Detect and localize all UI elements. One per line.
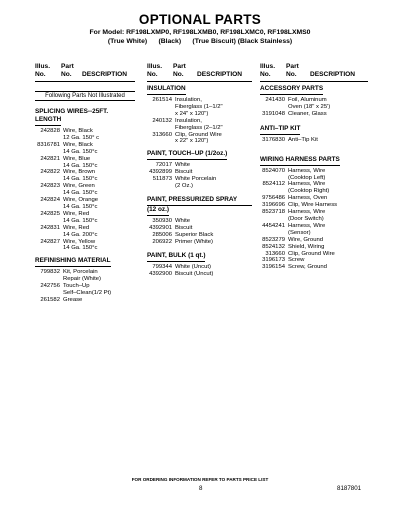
part-row <box>260 104 368 111</box>
part-description: 14 Ga. 150°c <box>63 203 98 210</box>
part-description: x 22" x 120") <box>175 138 209 145</box>
part-number: 799832 <box>40 269 60 276</box>
parts-column-3 <box>260 63 368 271</box>
part-number: 261582 <box>40 296 60 303</box>
illus-label: Illus. <box>35 63 51 70</box>
document-number: 8187801 <box>337 485 362 492</box>
part-row <box>260 181 368 188</box>
part-description: 14 Ga. 200°c <box>63 231 98 238</box>
part-description: Clip, Wire Harness <box>288 202 338 209</box>
part-description: 14 Ga. 150°c <box>63 245 98 252</box>
part-description: Clip, Ground Wire <box>288 250 335 257</box>
part-no-label: No. <box>61 71 72 78</box>
part-row <box>147 138 252 145</box>
part-description: (Sensor) <box>288 229 311 236</box>
model-variants: (True White) (Black) (True Biscuit) (Black Stainless) <box>107 38 293 45</box>
part-row <box>147 183 252 190</box>
part-description: (Door Switch) <box>288 215 324 222</box>
not-illustrated-note: Following Parts Not Illustrated <box>35 91 135 101</box>
wiring-parts-list <box>260 168 368 272</box>
part-row <box>260 168 368 175</box>
part-row <box>260 97 368 104</box>
part-row <box>147 232 252 239</box>
part-number: 242823 <box>40 183 60 190</box>
part-number <box>35 190 60 197</box>
part-number: 242825 <box>40 210 60 217</box>
illus-label: Illus. <box>147 63 163 70</box>
description-label: DESCRIPTION <box>82 71 128 78</box>
part-description: Primer (White) <box>175 238 213 245</box>
part-row <box>35 245 135 252</box>
section-title-splicing: SPLICING WIRES--25FT. <box>35 108 109 115</box>
part-number <box>35 149 60 156</box>
part-row <box>260 251 368 258</box>
column-header <box>147 63 252 81</box>
part-number <box>35 276 60 283</box>
part-description: Cleaner, Glass <box>288 110 327 117</box>
part-number: 350930 <box>152 217 172 224</box>
splicing-parts-list <box>35 128 135 252</box>
part-row <box>35 225 135 232</box>
part-row <box>260 188 368 195</box>
part-number: 9756486 <box>262 195 285 202</box>
section-title-refinishing: REFINISHING MATERIAL <box>35 257 111 267</box>
part-number: 8316781 <box>37 141 60 148</box>
part-row <box>35 156 135 163</box>
part-row <box>260 175 368 182</box>
part-row <box>260 209 368 216</box>
header-rule <box>260 81 368 82</box>
part-number <box>147 183 172 190</box>
part-description: Wire, Black <box>63 128 93 134</box>
illus-no-label: No. <box>260 71 271 78</box>
part-description: 14 Ga. 150°c <box>63 190 98 197</box>
header-rule <box>35 81 135 82</box>
part-row <box>260 264 368 271</box>
header-rule <box>147 81 252 82</box>
part-number <box>35 135 60 142</box>
part-row <box>147 162 252 169</box>
description-label: DESCRIPTION <box>197 71 243 78</box>
part-number: 206922 <box>152 238 172 245</box>
part-number: 242828 <box>40 128 60 134</box>
part-description: Wire, Orange <box>63 197 99 204</box>
part-number <box>260 216 285 223</box>
part-description: Superior Black <box>175 231 214 238</box>
part-description: 14 Ga. 150°c <box>63 148 98 155</box>
part-row <box>35 283 135 290</box>
part-row <box>35 204 135 211</box>
section-title-bulk: PAINT, BULK (1 qt.) <box>147 252 205 262</box>
part-number: 240132 <box>152 117 172 124</box>
part-description: 14 Ga. 150°c <box>63 217 98 224</box>
part-row <box>147 132 252 139</box>
part-row <box>35 218 135 225</box>
part-row <box>147 104 252 111</box>
part-description: (2 Oz.) <box>175 183 193 190</box>
part-description: Foil, Aluminum <box>288 97 327 103</box>
section-title-accessory: ACCESSORY PARTS <box>260 85 323 95</box>
part-number: 261514 <box>152 97 172 103</box>
part-row <box>35 128 135 135</box>
illus-no-label: No. <box>147 71 158 78</box>
part-row <box>147 118 252 125</box>
part-row <box>147 225 252 232</box>
part-number: 3176830 <box>262 136 285 143</box>
part-number <box>35 176 60 183</box>
part-description: Wire, Red <box>63 224 90 231</box>
part-row <box>147 176 252 183</box>
section-title-antitip: ANTI–TIP KIT <box>260 125 300 135</box>
part-description: Clip, Ground Wire <box>175 131 222 138</box>
section-title-wiring: WIRING HARNESS PARTS <box>260 156 340 166</box>
part-description: Biscuit <box>175 169 193 176</box>
bulk-paint-list <box>147 264 252 278</box>
part-row <box>35 169 135 176</box>
part-label: Part <box>61 63 74 70</box>
part-row <box>260 223 368 230</box>
part-description: Wire, Green <box>63 183 95 190</box>
part-description: Touch–Up <box>63 283 90 290</box>
part-number: 799344 <box>152 263 172 270</box>
part-description: 14 Ga. 150°c <box>63 176 98 183</box>
part-number: 242756 <box>40 283 60 290</box>
part-number <box>147 138 172 145</box>
part-number: 3191048 <box>262 110 285 117</box>
part-number <box>260 175 285 182</box>
part-description: White <box>175 162 191 169</box>
illus-label: Illus. <box>260 63 276 70</box>
model-list: For Model: RF198LXMP0, RF198LXMB0, RF198LXMC0, RF198LXMS0 <box>89 29 311 36</box>
part-row <box>147 169 252 176</box>
column-header <box>35 63 135 81</box>
refinishing-parts-list <box>35 269 135 304</box>
part-row <box>147 218 252 225</box>
part-description: 14 Ga. 150°c <box>63 162 98 169</box>
part-number: 242822 <box>40 169 60 176</box>
part-description: Wire, Black <box>63 141 93 148</box>
ordering-note: FOR ORDERING INFORMATION REFER TO PARTS PRICE LIST <box>131 477 269 482</box>
part-description: Oven (18" x 25') <box>288 103 331 110</box>
part-description: Wire, Blue <box>63 155 91 162</box>
part-row <box>35 135 135 142</box>
part-number: 4392900 <box>149 270 172 277</box>
section-title-insulation: INSULATION <box>147 85 186 95</box>
part-description: (Cooktop Right) <box>288 188 330 195</box>
part-number: 4454241 <box>262 222 285 229</box>
illus-no-label: No. <box>35 71 46 78</box>
part-number: 8523279 <box>262 236 285 243</box>
part-number <box>35 163 60 170</box>
part-row <box>147 264 252 271</box>
part-description: Harness, Wire <box>288 167 326 174</box>
part-number <box>35 204 60 211</box>
part-description: Wire, Yellow <box>63 238 96 245</box>
part-description: (Cooktop Left) <box>288 174 326 181</box>
parts-column-1 <box>35 63 135 304</box>
part-number: 313660 <box>152 131 172 138</box>
accessory-parts-list <box>260 97 368 118</box>
page-number: 8 <box>199 485 203 492</box>
part-row <box>147 97 252 104</box>
part-number <box>147 125 172 132</box>
part-description: Grease <box>63 296 83 303</box>
part-no-label: No. <box>173 71 184 78</box>
part-row <box>35 190 135 197</box>
part-row <box>260 237 368 244</box>
antitip-parts-list <box>260 137 368 144</box>
part-row <box>147 239 252 246</box>
part-row <box>260 216 368 223</box>
part-label: Part <box>173 63 186 70</box>
part-description: White Porcelain <box>175 176 217 183</box>
part-description: Wire, Red <box>63 210 90 217</box>
part-number: 285006 <box>152 231 172 238</box>
part-number: 8523718 <box>262 209 285 216</box>
part-number: 242831 <box>40 224 60 231</box>
part-row <box>260 202 368 209</box>
part-description: Biscuit (Uncut) <box>175 270 214 277</box>
section-title-spray: PAINT, PRESSURIZED SPRAY <box>147 196 252 206</box>
part-number: 3196154 <box>262 264 285 271</box>
part-number: 242827 <box>40 238 60 245</box>
part-description: Anti–Tip Kit <box>288 136 318 143</box>
description-label: DESCRIPTION <box>310 71 356 78</box>
part-number: 4392901 <box>149 224 172 231</box>
part-number <box>147 111 172 118</box>
part-number <box>260 230 285 237</box>
part-description: Self–Clean(1/2 Pt) <box>63 290 112 297</box>
part-number: 242824 <box>40 197 60 204</box>
part-number: 8524112 <box>262 181 285 188</box>
part-number <box>147 104 172 111</box>
part-number: 3196696 <box>262 202 285 209</box>
part-number: 241430 <box>265 97 285 103</box>
part-number <box>260 104 285 111</box>
part-row <box>35 297 135 304</box>
spray-paint-list <box>147 218 252 246</box>
part-description: Screw <box>288 257 305 264</box>
part-description: Harness, Wire <box>288 181 326 188</box>
part-row <box>35 290 135 297</box>
part-number <box>35 218 60 225</box>
part-row <box>260 244 368 251</box>
part-number: 4392899 <box>149 169 172 176</box>
part-description: Harness, Oven <box>288 195 328 202</box>
part-description: Biscuit <box>175 224 193 231</box>
section-title-splicing-length: LENGTH <box>35 116 61 126</box>
part-description: White (Uncut) <box>175 263 212 270</box>
part-description: Screw, Ground <box>288 264 327 271</box>
part-row <box>35 211 135 218</box>
part-row <box>260 111 368 118</box>
part-row <box>147 125 252 132</box>
part-description: Insulation, <box>175 97 202 103</box>
section-title-spray-size: (12 oz.) <box>147 206 169 216</box>
part-number: 3196173 <box>262 257 285 264</box>
part-row <box>35 197 135 204</box>
part-number <box>35 245 60 252</box>
part-description: Harness, Wire <box>288 222 326 229</box>
part-number: 242821 <box>40 155 60 162</box>
part-description: Fiberglass (1–1/2" <box>175 103 223 110</box>
part-row <box>35 239 135 246</box>
touchup-paint-list <box>147 162 252 190</box>
part-description: x 24" x 120") <box>175 110 209 117</box>
part-row <box>35 232 135 239</box>
parts-column-2 <box>147 63 252 277</box>
insulation-parts-list <box>147 97 252 145</box>
part-number: 72017 <box>155 162 172 169</box>
part-label: Part <box>286 63 299 70</box>
part-description: 12 Ga. 150° c <box>63 134 100 141</box>
part-description: Wire, Brown <box>63 169 96 176</box>
part-no-label: No. <box>286 71 297 78</box>
part-row <box>260 230 368 237</box>
part-row <box>35 163 135 170</box>
part-row <box>35 149 135 156</box>
part-description: Fiberglass (2–1/2" <box>175 124 223 131</box>
part-number <box>35 232 60 239</box>
part-description: Shield, Wiring <box>288 243 325 250</box>
part-row <box>35 276 135 283</box>
part-description: Harness, Wire <box>288 209 326 216</box>
part-row <box>260 137 368 144</box>
part-row <box>260 257 368 264</box>
part-description: Kit, Porcelain <box>63 269 98 276</box>
part-number: 8524132 <box>262 243 285 250</box>
part-number: 8524070 <box>262 167 285 174</box>
column-header <box>260 63 368 81</box>
part-row <box>260 195 368 202</box>
section-title-touchup: PAINT, TOUCH–UP (1/2oz.) <box>147 150 227 160</box>
page-title: OPTIONAL PARTS <box>138 12 262 27</box>
part-number: 313660 <box>265 250 285 257</box>
part-row <box>147 271 252 278</box>
part-row <box>147 111 252 118</box>
part-description: Wire, Ground <box>288 236 324 243</box>
part-row <box>35 269 135 276</box>
part-row <box>35 183 135 190</box>
part-description: Insulation, <box>175 117 202 124</box>
part-description: Repair (White) <box>63 276 101 283</box>
part-number: 511873 <box>152 176 172 183</box>
part-row <box>35 176 135 183</box>
part-number <box>35 290 60 297</box>
part-row <box>35 142 135 149</box>
part-number <box>260 188 285 195</box>
part-description: White <box>175 217 191 224</box>
